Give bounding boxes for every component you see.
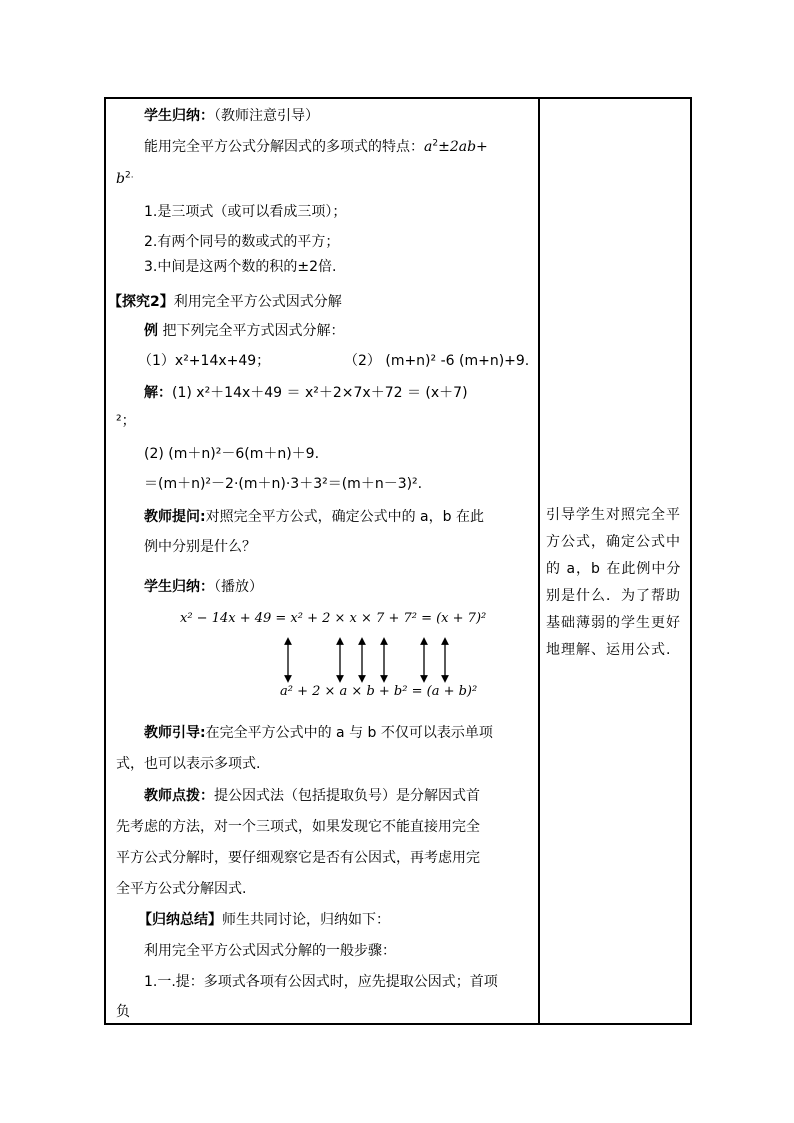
- column-divider: [538, 99, 540, 1023]
- feature-line-cont: $b^{2.}$: [116, 170, 134, 187]
- side-note: 引导学生对照完全平方公式，确定公式中的 a，b 在此例中分别是什么．为了帮助基础薄弱的学生更好地理解、运用公式.: [546, 507, 682, 658]
- solution-1-cont: ²；: [116, 413, 136, 429]
- teacher-question: 教师提问:对照完全平方公式，确定公式中的 a，b 在此: [144, 509, 484, 525]
- example-line: 例 把下列完全平方式因式分解：: [144, 323, 345, 339]
- teacher-tip-4: 全平方公式分解因式.: [116, 881, 247, 897]
- point-1: 1.是三项式（或可以看成三项）；: [144, 204, 347, 220]
- point-3: 3.中间是这两个数的积的±2倍.: [144, 259, 337, 275]
- solution-2-cont: ＝(m＋n)²－2·(m＋n)·3＋3²＝(m＋n－3)².: [144, 476, 423, 492]
- teacher-guide-cont: 式，也可以表示多项式.: [116, 756, 261, 772]
- solution-1: 解：(1) x²＋14x＋49 ＝ x²＋2×7x＋72 ＝ (x＋7): [144, 385, 468, 401]
- equation-top: x² − 14x + 49 = x² + 2 × x × 7 + 7² = (x + 7)²: [180, 611, 487, 626]
- teacher-tip: 教师点拨：提公因式法（包括提取负号）是分解因式首: [144, 788, 480, 804]
- teacher-question-cont: 例中分别是什么？: [144, 539, 256, 555]
- point-2: 2.有两个同号的数或式的平方；: [144, 234, 340, 250]
- teacher-tip-3: 平方公式分解时，要仔细观察它是否有公因式，再考虑用完: [116, 850, 480, 866]
- lesson-table: [104, 97, 692, 1025]
- student-summary-2: 学生归纳：（播放）: [144, 579, 263, 595]
- teacher-guide: 教师引导:在完全平方公式中的 a 与 b 不仅可以表示单项: [144, 725, 493, 741]
- teacher-tip-2: 先考虑的方法，对一个三项式，如果发现它不能直接用完全: [116, 819, 480, 835]
- equation-bottom: a² + 2 × a × b + b² = (a + b)²: [280, 684, 478, 699]
- feature-line: 能用完全平方公式分解因式的多项式的特点：$a^2\pm 2ab+$: [144, 138, 488, 155]
- example-item-1: （1）x²+14x+49；: [138, 353, 271, 369]
- solution-2: (2) (m＋n)²－6(m＋n)＋9.: [144, 446, 320, 462]
- student-summary-1: 学生归纳：（教师注意引导）: [144, 108, 319, 124]
- example-item-2: （2） (m+n)² -6 (m+n)+9.: [344, 353, 530, 369]
- steps-intro: 利用完全平方公式因式分解的一般步骤：: [144, 943, 396, 959]
- step-1: 1.一.提：多项式各项有公因式时，应先提取公因式；首项: [144, 974, 498, 990]
- step-1-cont: 负: [116, 1004, 130, 1020]
- main-column: [106, 99, 538, 1023]
- explore2-title: 【探究2】利用完全平方公式因式分解: [108, 294, 342, 310]
- summary-line: 【归纳总结】师生共同讨论，归纳如下：: [138, 912, 390, 928]
